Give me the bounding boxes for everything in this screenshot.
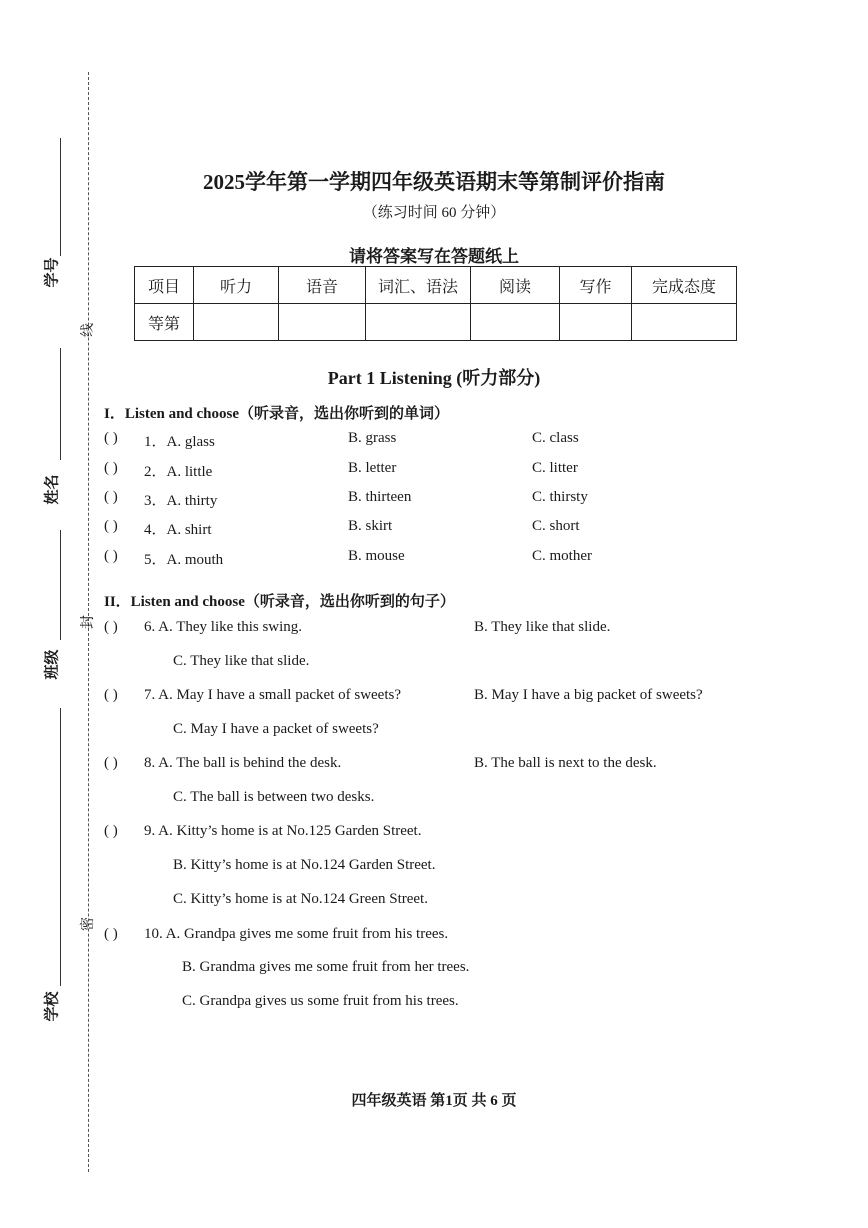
option-c: C. The ball is between two desks. [173,789,375,805]
option-a: 9. A. Kitty’s home is at No.125 Garden Street. [144,823,422,839]
table-cell: 听力 [194,267,279,304]
table-cell: 写作 [560,267,632,304]
section-1-heading: I．Listen and choose（听录音，选出你听到的单词） [104,406,450,422]
option-c: C. Kitty’s home is at No.124 Green Street. [173,891,428,907]
answer-sheet-note: 请将答案写在答题纸上 [349,247,519,266]
option-b: B. skirt [348,518,393,534]
answer-blank[interactable]: ( ) [104,926,118,942]
seal-char-seal: 封 [81,615,96,629]
option-a: 8. A. The ball is behind the desk. [144,755,342,771]
option-c: C. short [532,518,580,534]
option-a: 7. A. May I have a small packet of sweets? [144,687,401,703]
school-rule [60,708,61,986]
option-a: 2．A. little [144,464,213,480]
option-b: B. Kitty’s home is at No.124 Garden Street. [173,857,436,873]
score-table-grade-row [135,304,737,341]
class-label: 班级 [44,649,61,680]
option-c: C. May I have a packet of sweets? [173,721,379,737]
page-title: 2025学年第一学期四年级英语期末等第制评价指南 [203,170,665,194]
table-cell: 阅读 [471,267,560,304]
page-subtitle: （练习时间 60 分钟） [362,205,506,221]
option-b: B. mouse [348,548,405,564]
option-b: B. letter [348,460,397,476]
part-title: Part 1 Listening (听力部分) [327,368,541,388]
answer-blank[interactable]: ( ) [104,518,118,534]
answer-blank[interactable]: ( ) [104,619,118,635]
grade-cell[interactable] [366,304,471,341]
option-b: B. They like that slide. [474,619,611,635]
option-a: 5．A. mouth [144,552,224,568]
option-b: B. The ball is next to the desk. [474,755,657,771]
grade-cell[interactable] [560,304,632,341]
option-c: C. mother [532,548,592,564]
grade-cell[interactable] [194,304,279,341]
seal-char-line: 线 [81,323,96,337]
table-cell: 语音 [279,267,366,304]
option-a: 10. A. Grandpa gives me some fruit from his trees. [144,926,449,942]
option-c: C. class [532,430,579,446]
seal-char-secret: 密 [81,917,96,931]
answer-blank[interactable]: ( ) [104,430,118,446]
grade-cell[interactable] [632,304,737,341]
option-b: B. grass [348,430,397,446]
option-a: 3．A. thirty [144,493,218,509]
answer-blank[interactable]: ( ) [104,548,118,564]
answer-blank[interactable]: ( ) [104,755,118,771]
score-table-header-row [135,267,737,304]
student-no-rule [60,138,61,256]
option-b: B. May I have a big packet of sweets? [474,687,703,703]
table-cell: 词汇、语法 [366,267,471,304]
option-c: C. litter [532,460,578,476]
option-c: C. Grandpa gives us some fruit from his trees. [182,993,459,1009]
option-b: B. thirteen [348,489,412,505]
option-a: 4．A. shirt [144,522,212,538]
page-footer: 四年级英语 第1页 共 6 页 [351,1093,517,1109]
table-cell: 项目 [135,267,194,304]
answer-blank[interactable]: ( ) [104,489,118,505]
student-no-label: 学号 [44,257,61,288]
grade-cell[interactable] [279,304,366,341]
table-cell: 等第 [135,304,194,341]
answer-blank[interactable]: ( ) [104,823,118,839]
class-rule [60,530,61,640]
score-table [134,266,737,341]
section-2-heading: II．Listen and choose（听录音，选出你听到的句子） [104,594,455,610]
answer-blank[interactable]: ( ) [104,687,118,703]
option-a: 1．A. glass [144,434,215,450]
option-c: C. thirsty [532,489,588,505]
grade-cell[interactable] [471,304,560,341]
option-c: C. They like that slide. [173,653,310,669]
school-label: 学校 [44,991,61,1022]
option-b: B. Grandma gives me some fruit from her trees. [182,959,470,975]
option-a: 6. A. They like this swing. [144,619,303,635]
answer-blank[interactable]: ( ) [104,460,118,476]
name-label: 姓名 [44,474,61,505]
table-cell: 完成态度 [632,267,737,304]
